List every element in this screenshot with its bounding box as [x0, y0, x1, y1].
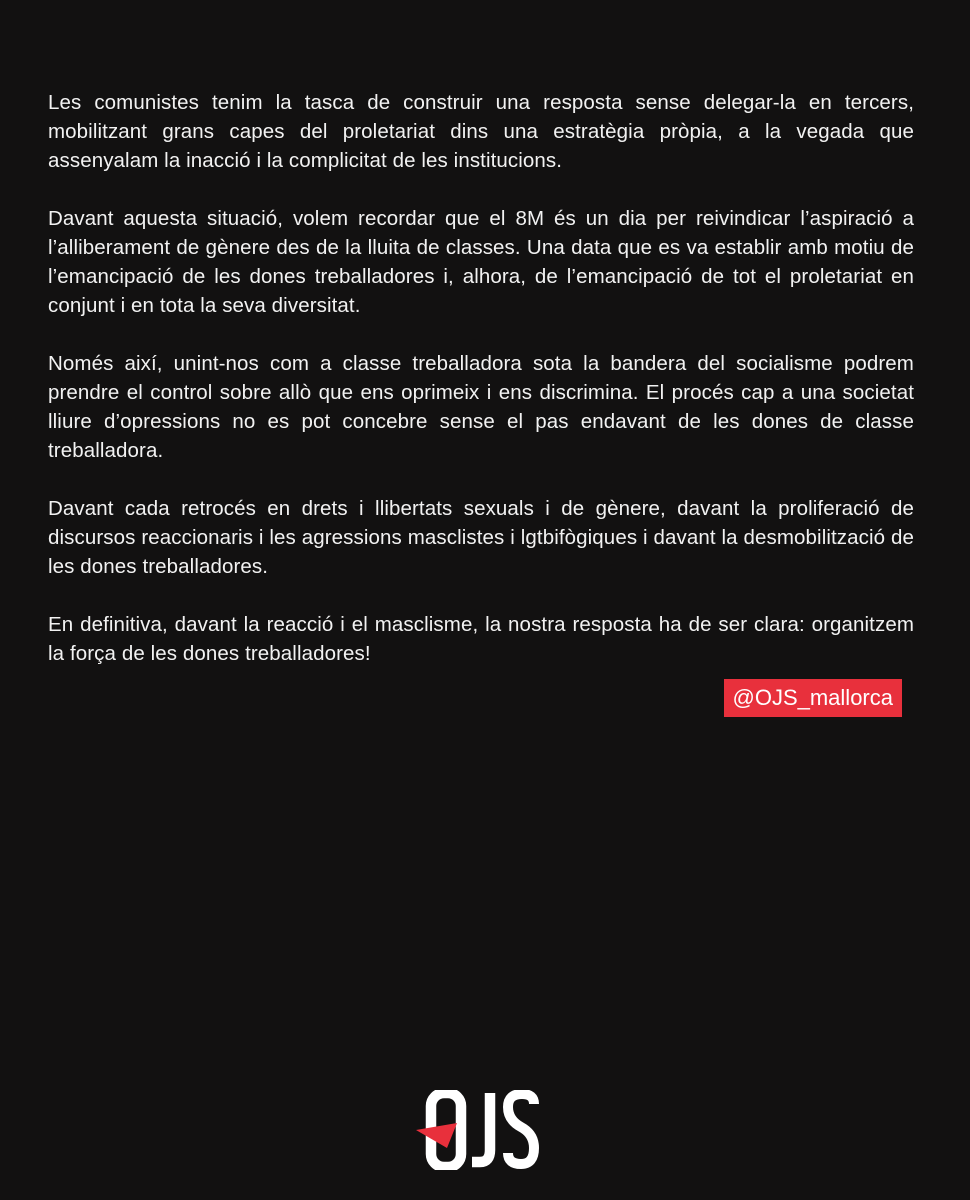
paragraph-4: Davant cada retrocés en drets i llibertats sexuals i de gènere, davant la proliferació de discursos reaccionaris i les agressions masclistes i lgtbifògiques i davant la desmobilització de les dones treballadores. [48, 497, 914, 578]
paragraph-5: En definitiva, davant la reacció i el masclisme, la nostra resposta ha de ser clara: organitzem la força de les dones treballadores! [48, 613, 914, 665]
handle-tag [724, 679, 903, 717]
logo-red-wedge [416, 1123, 457, 1148]
paragraph-2: Davant aquesta situació, volem recordar que el 8M és un dia per reivindicar l’aspiració a l’alliberament de gènere des de la lluita de classes. Una data que es va establir amb motiu de l’emancipació de les dones treballadores i, alhora, de l’emancipació de tot el proletariat en conjunt i en tota la seva diversitat. [48, 207, 914, 317]
ojs-logo-graphic [416, 1090, 540, 1170]
ojs-logo [416, 1090, 540, 1170]
paragraph-3: Només així, unint-nos com a classe treballadora sota la bandera del socialisme podrem prendre el control sobre allò que ens oprimeix i ens discrimina. El procés cap a una societat lliure d’opressions no es pot concebre sense el pas endavant de les dones de classe treballadora. [48, 352, 914, 462]
logo-letter-s [508, 1094, 534, 1164]
social-handle: @OJS_mallorca [724, 679, 903, 717]
paragraph-1: Les comunistes tenim la tasca de construir una resposta sense delegar-la en tercers, mobilitzant grans capes del proletariat dins una estratègia pròpia, a la vegada que assenyalam la inacció i la complicitat de les institucions. [48, 91, 914, 172]
article-body [48, 88, 914, 697]
logo-letter-j [472, 1093, 490, 1162]
